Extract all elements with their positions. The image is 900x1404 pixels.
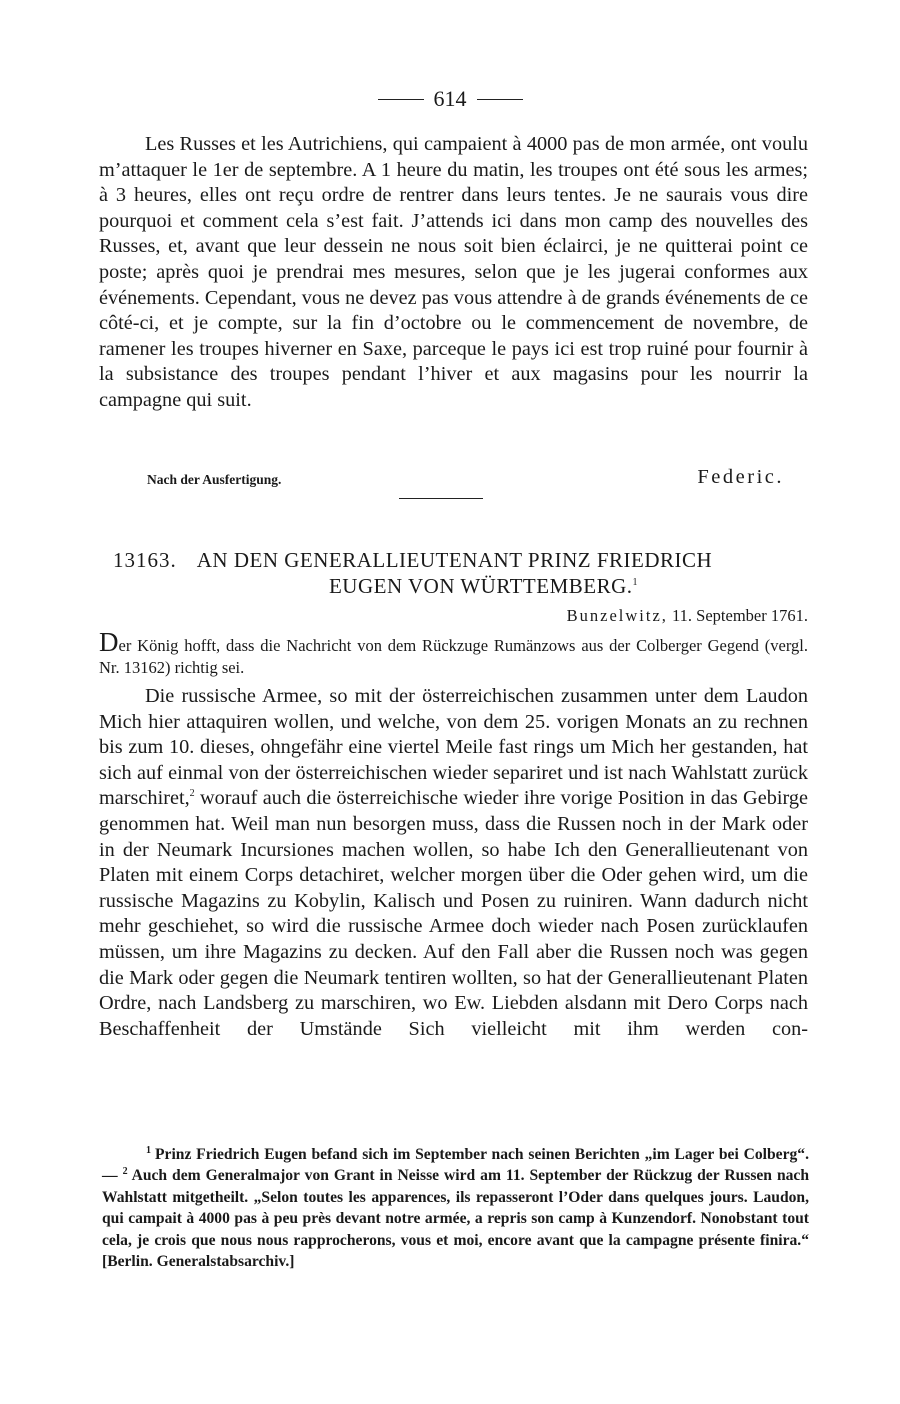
footnote-2-text: Auch dem Generalmajor von Grant in Neisse wird am 11. September der Rückzug der Russen nach Wahlstatt mitgetheilt. „Selon toutes les apparences, ils repasseront l’Oder dans quelques jours. Laudon, qui campait à 4000 pas à peu près devant notre armée, a repris son camp à Kunzendorf. Nonobstant tout cela, je crois que nous nous rapprocherons, vous et moi, encore avant que la campagne présente finira.“ [Berlin. Generalstabsarchiv.]: [102, 1167, 810, 1271]
entry-body: [99, 684, 808, 1042]
header-rule-right: [477, 99, 523, 100]
summary-text: er König hofft, dass die Nachricht von dem Rückzuge Rumänzows aus der Colberger Gegend (vergl. Nr. 13162) richtig sei.: [99, 636, 808, 677]
signature: Federic.: [697, 466, 784, 488]
page-header: [0, 86, 900, 112]
footnote-1-text: Prinz Friedrich Eugen befand sich im September nach seinen Berichten „im Lager bei Colberg“. —: [102, 1146, 809, 1185]
entry-heading-line1: [99, 547, 808, 573]
section-divider: [399, 498, 483, 499]
summary-initial: D: [99, 627, 119, 657]
letter-signoff: [99, 466, 808, 492]
dateline-date: 11. September 1761.: [672, 606, 808, 625]
footnote-1-mark: 1: [146, 1144, 151, 1156]
entry-title-line1: AN DEN GENERALLIEUTENANT PRINZ FRIEDRICH: [196, 548, 713, 572]
footnote-text: [102, 1144, 809, 1272]
dateline: [567, 606, 808, 626]
entry-body-text: [99, 684, 808, 1042]
page-number: 614: [433, 86, 467, 111]
footnote-ref-2[interactable]: 2: [189, 788, 195, 800]
footnote-2-mark: 2: [122, 1166, 128, 1178]
entry-heading-line2: [99, 573, 808, 599]
entry-number: 13163.: [113, 548, 177, 572]
letter-continued: [99, 132, 808, 414]
entry-heading: [99, 547, 808, 599]
body-text-part1: Die russische Armee, so mit der österreichischen zusammen unter dem Laudon Mich hier attaquiren wollen, und welche, von dem 25. vorigen Monats an zu rechnen bis zum 10. dieses, ohngefähr eine viertel Meile fast rings um Mich her gestanden, hat sich auf einmal von der österreichischen wieder separiret und ist nach Wahlstatt zurück marschiret,: [99, 685, 808, 810]
source-note: Nach der Ausfertigung.: [147, 472, 282, 487]
entry-title-line2: EUGEN VON WÜRTTEMBERG.: [328, 574, 633, 598]
header-rule-left: [378, 99, 424, 100]
letter-text: Les Russes et les Autrichiens, qui campaient à 4000 pas de mon armée, ont voulu m’attaquer le 1er de septembre. A 1 heure du matin, les troupes ont été sous les armes; à 3 heures, elles ont reçu ordre de rentrer dans leurs tentes. Je ne saurais vous dire pourquoi et comment cela s’est fait. J’attends ici dans mon camp des nouvelles des Russes, et, avant que leur dessein ne nous soit bien éclairci, je ne quitterai point ce poste; après quoi je prendrai mes mesures, selon que je les jugerai conformes aux événements. Cependant, vous ne devez pas vous attendre à de grands événements de ce côté-ci, et je compte, sur la fin d’octobre ou le commencement de novembre, de ramener les troupes hiverner en Saxe, parceque le pays ici est trop ruiné pour fournir à la subsistance des troupes pendant l’hiver et aux magasins pour les nourrir la campagne qui suit.: [99, 133, 809, 411]
entry-summary: [99, 627, 808, 679]
dateline-place: Bunzelwitz,: [566, 606, 668, 625]
footnotes: [102, 1144, 809, 1272]
body-text-part2: worauf auch die österreichische wieder ihre vorige Position in das Gebirge genommen hat. Weil man nun besorgen muss, dass die Russen noch in der Mark oder in der Neumark Incursiones machen wollen, so habe Ich den Generallieutenant von Platen mit einem Corps detachiret, welcher morgen über die Oder gehen wird, um die russische Magazins zu Kobylin, Kalisch und Posen zu ruiniren. Wann dadurch nicht mehr geschiehet, so wird die russische Armee doch wieder nach Posen zurücklaufen müssen, um ihre Magazins zu decken. Auf den Fall aber die Russen noch was gegen die Mark oder gegen die Neumark tentiren wollten, so hat der Generallieutenant Platen Ordre, nach Landsberg zu marschiren, wo Ew. Liebden alsdann mit Dero Corps nach Beschaffenheit der Umstände Sich vielleicht mit ihm werden con-: [99, 787, 808, 1040]
footnote-ref-1[interactable]: 1: [632, 577, 639, 588]
